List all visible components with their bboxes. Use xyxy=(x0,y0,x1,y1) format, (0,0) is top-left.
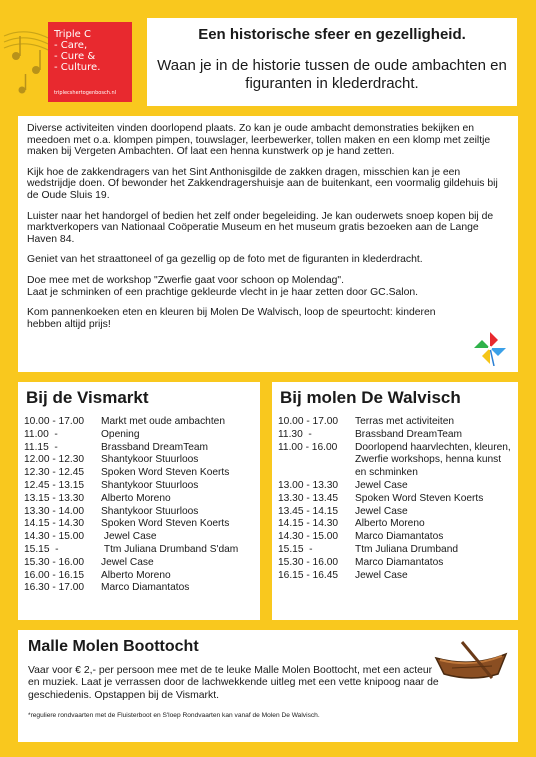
schedule-event: Alberto Moreno xyxy=(101,492,171,504)
header-panel xyxy=(147,18,517,106)
boottocht-text: Vaar voor € 2,- per persoon mee met de te leuke Malle Molen Boottocht, met een acteur en muziek. Laat je verrassen door de lachwekkende uitleg met een vette knipoog naar de geschiedenis. Opstappen bij de Vismarkt. xyxy=(28,665,439,701)
boottocht-title: Malle Molen Boottocht xyxy=(28,638,199,655)
schedule-row xyxy=(278,557,512,570)
schedule-event: Spoken Word Steven Koerts xyxy=(101,467,230,479)
schedule-event: Jewel Case xyxy=(355,479,408,491)
schedule-time: 14.30 - 15.00 xyxy=(24,531,85,543)
logo-line: - Culture. xyxy=(54,62,101,73)
schedule-time: 10.00 - 17.00 xyxy=(24,416,85,427)
schedule-time: 14.30 - 15.00 xyxy=(278,531,339,543)
schedule-row xyxy=(278,518,512,531)
schedule-row xyxy=(278,531,512,544)
schedule-time: 16.15 - 16.45 xyxy=(278,569,339,581)
schedule-event: Markt met oude ambachten xyxy=(101,416,226,427)
schedule-event: Doorlopend haarvlechten, kleuren, Zwerfie workshops, henna kunst en schminken xyxy=(355,441,514,479)
schedule-event: Terras met activiteiten xyxy=(355,416,455,427)
schedule-row xyxy=(24,557,254,570)
schedule-row xyxy=(24,442,254,455)
schedule-row xyxy=(278,506,512,519)
logo-url: triplecshertogenbosch.nl xyxy=(54,90,117,96)
walvisch-schedule xyxy=(278,416,512,582)
schedule-time: 15.15 - xyxy=(24,543,59,555)
schedule-event: Jewel Case xyxy=(101,556,154,568)
intro-paragraph: Kijk hoe de zakkendragers van het Sint Anthonisgilde de zakken dragen, misschien kan je een wedstrijdje doen. Of bewonder het Zakkendragershuisje aan de buitenkant, een voormalig gildehuis bij de Oude Sluis 19. xyxy=(27,166,498,201)
schedule-time: 12.45 - 13.15 xyxy=(24,479,85,491)
schedule-event: Shantykoor Stuurloos xyxy=(101,454,199,466)
schedule-event: Brassband DreamTeam xyxy=(101,441,209,453)
schedule-time: 13.45 - 14.15 xyxy=(278,505,339,517)
schedule-event: Spoken Word Steven Koerts xyxy=(101,518,230,530)
schedule-row xyxy=(24,570,254,583)
schedule-event: Spoken Word Steven Koerts xyxy=(355,492,484,504)
schedule-time: 10.00 - 17.00 xyxy=(278,416,339,427)
schedule-event: Jewel Case xyxy=(355,569,408,581)
intro-paragraph: Kom pannenkoeken eten en kleuren bij Molen De Walvisch, loop de speurtocht: kinderen hebben altijd prijs! xyxy=(27,307,436,330)
schedule-time: 16.30 - 17.00 xyxy=(24,582,85,594)
schedule-event: Ttm Juliana Drumband S'dam xyxy=(101,543,239,555)
schedule-row xyxy=(24,518,254,531)
schedule-time: 11.00 - 16.00 xyxy=(278,441,338,453)
schedule-row xyxy=(278,442,512,480)
schedule-row xyxy=(24,531,254,544)
schedule-time: 14.15 - 14.30 xyxy=(278,518,339,530)
schedule-time: 15.30 - 16.00 xyxy=(24,556,85,568)
intro-panel xyxy=(18,116,518,372)
schedule-time: 12.00 - 12.30 xyxy=(24,454,85,466)
schedule-time: 12.30 - 12.45 xyxy=(24,467,85,479)
boottocht-note: *reguliere rondvaarten met de Fluisterboot en S'loep Rondvaarten kan vanaf de Molen De Walvisch. xyxy=(28,712,320,720)
logo-line: - Care, xyxy=(54,40,88,51)
schedule-row xyxy=(278,416,512,429)
schedule-event: Marco Diamantatos xyxy=(355,531,444,543)
schedule-time: 13.00 - 13.30 xyxy=(278,479,339,491)
intro-paragraph: Geniet van het straattoneel of ga gezellig op de foto met de figuranten in klederdracht. xyxy=(27,254,423,266)
triple-c-logo xyxy=(48,22,132,102)
walvisch-panel xyxy=(272,382,518,620)
vismarkt-panel xyxy=(18,382,260,620)
logo-line: Triple C xyxy=(54,29,91,40)
schedule-row xyxy=(24,429,254,442)
schedule-event: Shantykoor Stuurloos xyxy=(101,479,199,491)
schedule-time: 13.15 - 13.30 xyxy=(24,492,85,504)
schedule-row xyxy=(24,454,254,467)
schedule-row xyxy=(278,544,512,557)
schedule-time: 15.30 - 16.00 xyxy=(278,556,339,568)
schedule-event: Jewel Case xyxy=(355,505,408,517)
intro-paragraph: Luister naar het handorgel of bedien het zelf onder begeleiding. Je kan ouderwets snoep kopen bij de marktverkopers van Nationaal Coöperatie Museum en het museum gratis bezoeken aan de Lange Haven 84. xyxy=(27,210,494,245)
schedule-event: Shantykoor Stuurloos xyxy=(101,505,199,517)
schedule-row xyxy=(24,582,254,595)
pinwheel-icon xyxy=(472,330,508,366)
schedule-time: 16.00 - 16.15 xyxy=(24,569,85,581)
schedule-time: 15.15 - xyxy=(278,543,313,555)
schedule-time: 11.30 - xyxy=(278,428,312,440)
schedule-event: Ttm Juliana Drumband xyxy=(355,543,459,555)
schedule-time: 13.30 - 14.00 xyxy=(24,505,85,517)
schedule-row xyxy=(24,480,254,493)
schedule-row xyxy=(278,429,512,442)
schedule-row xyxy=(278,480,512,493)
schedule-time: 11.00 - xyxy=(24,428,58,440)
page-subtitle: Waan je in de historie tussen de oude ambachten en figuranten in klederdracht. xyxy=(157,57,507,92)
schedule-event: Brassband DreamTeam xyxy=(355,428,463,440)
schedule-row xyxy=(24,416,254,429)
logo-line: - Cure & xyxy=(54,51,96,62)
schedule-row xyxy=(278,493,512,506)
intro-paragraph: Doe mee met de workshop "Zwerfie gaat voor schoon op Molendag". Laat je schminken of een prachtige gekleurde vlecht in je haar zetten door GC.Salon. xyxy=(27,274,419,298)
schedule-event: Marco Diamantatos xyxy=(355,556,444,568)
intro-paragraph: Diverse activiteiten vinden doorlopend plaats. Zo kan je oude ambacht demonstraties bekijken en meedoen met o.a. klompen pimpen, touwslager, leerbewerker, tollen maken en een klomp met zeiltje maken bij Vergeten Ambachten. Of laat een henna kunstwerk op je hand zetten. xyxy=(27,123,491,158)
schedule-event: Alberto Moreno xyxy=(355,518,425,530)
schedule-row xyxy=(24,544,254,557)
walvisch-title: Bij molen De Walvisch xyxy=(280,388,461,407)
schedule-row xyxy=(24,493,254,506)
schedule-time: 14.15 - 14.30 xyxy=(24,518,85,530)
schedule-event: Opening xyxy=(101,428,140,440)
schedule-event: Alberto Moreno xyxy=(101,569,171,581)
schedule-time: 11.15 - xyxy=(24,441,58,453)
schedule-event: Jewel Case xyxy=(101,531,157,543)
vismarkt-title: Bij de Vismarkt xyxy=(26,388,149,407)
page-title: Een historische sfeer en gezelligheid. xyxy=(198,26,466,43)
boottocht-panel xyxy=(18,630,518,742)
schedule-row xyxy=(24,467,254,480)
schedule-row xyxy=(24,506,254,519)
vismarkt-schedule xyxy=(24,416,254,595)
schedule-event: Marco Diamantatos xyxy=(101,582,190,594)
schedule-time: 13.30 - 13.45 xyxy=(278,492,339,504)
boat-icon xyxy=(432,638,510,682)
schedule-row xyxy=(278,570,512,583)
